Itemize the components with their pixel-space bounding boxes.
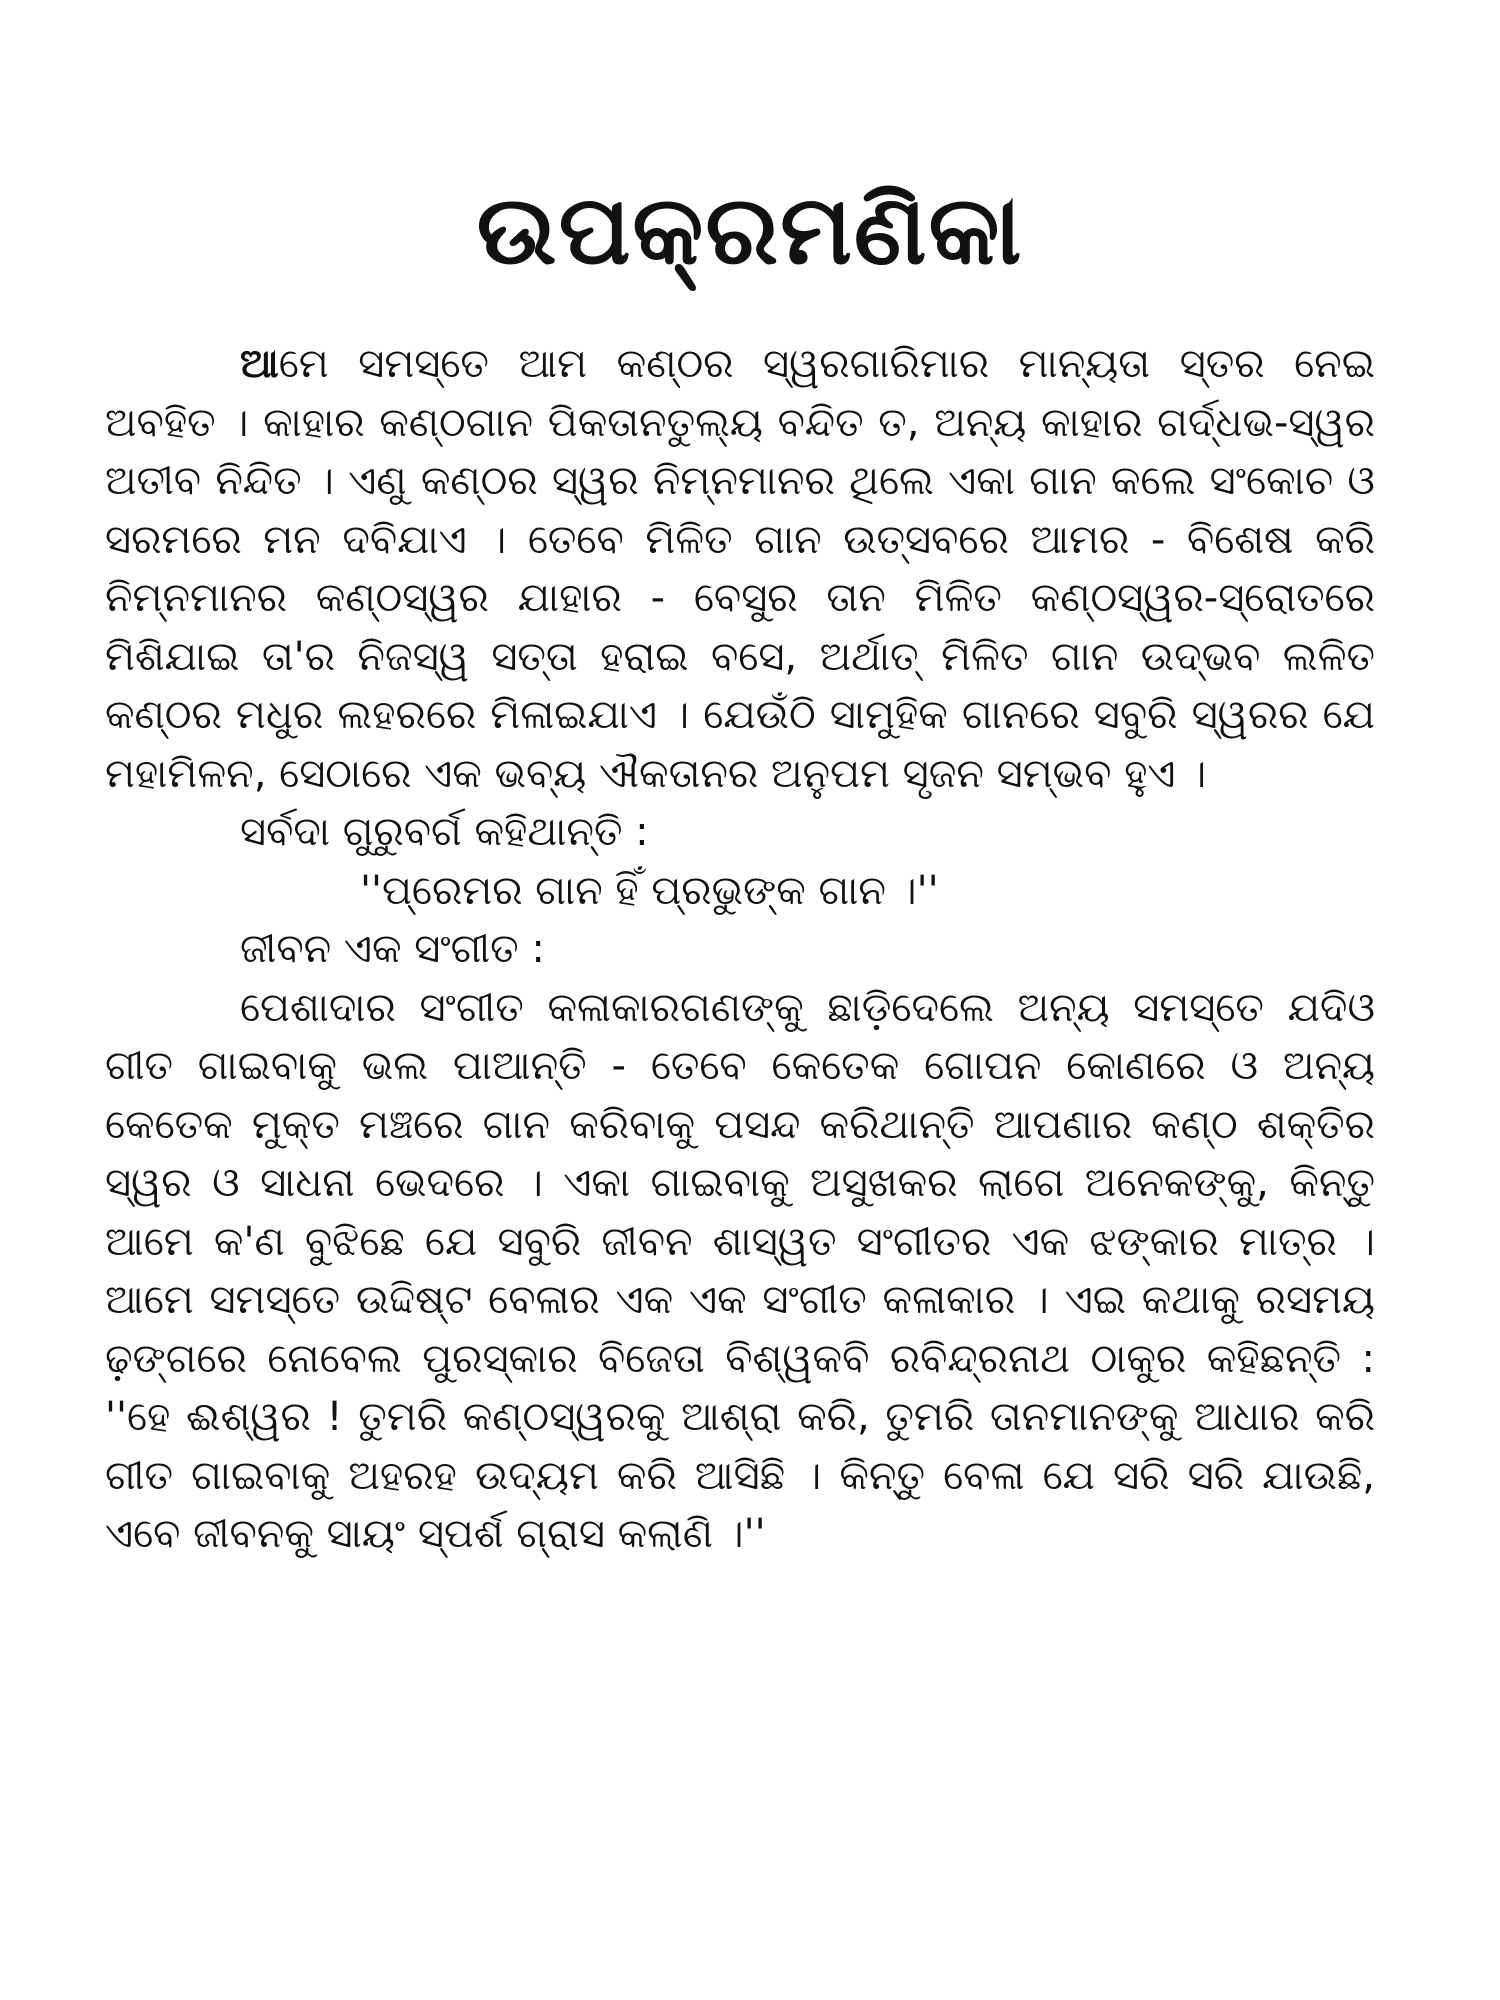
intro-lead-letter: ଆ <box>240 341 279 387</box>
body-text <box>105 335 1375 1564</box>
jeevan-line: ଜୀବନ ଏକ ସଂଗୀତ : <box>240 926 545 972</box>
quote-line: ''ପ୍ରେମର ଗାନ ହିଁ ପ୍ରଭୁଙ୍କ ଗାନ ।'' <box>360 867 939 914</box>
intro-paragraph-text: ମେ ସମସ୍ତେ ଆମ କଣ୍ଠର ସ୍ୱରଗାରିମାର ମାନ୍ୟତା ସ୍ତର ନେଇ ଅବହିତ । କାହାର କଣ୍ଠଗାନ ପିକତାନତୁଲ୍ୟ ବନ୍ଦିତ ତ, ଅନ୍ୟ କାହାର ଗର୍ଦ୍ଧଭ-ସ୍ୱର ଅତୀବ ନିନ୍ଦିତ । ଏଣୁ କଣ୍ଠର ସ୍ୱର ନିମ୍ନମାନର ଥିଲେ ଏକା ଗାନ କଲେ ସଂକୋଚ ଓ ସରମରେ ମନ ଦବିଯାଏ । ତେବେ ମିଳିତ ଗାନ ଉତ୍ସବରେ ଆମର - ବିଶେଷ କରି ନିମ୍ନମାନର କଣ୍ଠସ୍ୱର ଯାହାର - ବେସୁର ତାନ ମିଳିତ କଣ୍ଠସ୍ୱର-ସ୍ରୋତରେ ମିଶିଯାଇ ତା'ର ନିଜସ୍ୱ ସତ୍ତା ହରାଇ ବସେ, ଅର୍ଥାତ୍ ମିଳିତ ଗାନ ଉଦ୍ଭବ ଲଳିତ କଣ୍ଠର ମଧୁର ଲହରରେ ମିଳାଇଯାଏ । ଯେଉଁଠି ସାମୁହିକ ଗାନରେ ସବୁରି ସ୍ୱରର ଯେ ମହାମିଳନ, ସେଠାରେ ଏକ ଭବ୍ୟ ଐକତାନର ଅନୁପମ ସୃଜନ ସମ୍ଭବ ହୁଏ । <box>105 341 1375 797</box>
intro-paragraph <box>105 335 1375 803</box>
guru-line: ସର୍ବଦା ଗୁରୁବର୍ଗ କହିଥାନ୍ତି : <box>240 809 649 855</box>
page-title: ଉପକ୍ରମଣିକା <box>476 174 1024 286</box>
final-paragraph: ପେଶାଦାର ସଂଗୀତ କଳାକାରଗଣଙ୍କୁ ଛାଡ଼ିଦେଲେ ଅନ୍ୟ ସମସ୍ତେ ଯଦିଓ ଗୀତ ଗାଇବାକୁ ଭଲ ପାଆନ୍ତି - ତେବେ କେତେକ ଗୋପନ କୋଣରେ ଓ ଅନ୍ୟ କେତେକ ମୁକ୍ତ ମଞ୍ଚରେ ଗାନ କରିବାକୁ ପସନ୍ଦ କରିଥାନ୍ତି ଆପଣାର କଣ୍ଠ ଶକ୍ତିର ସ୍ୱର ଓ ସାଧନା ଭେଦରେ । ଏକା ଗାଇବାକୁ ଅସୁଖକର ଲାଗେ ଅନେକଙ୍କୁ, କିନ୍ତୁ ଆମେ କ'ଣ ବୁଝିଛେ ଯେ ସବୁରି ଜୀବନ ଶାସ୍ୱତ ସଂଗୀତର ଏକ ଝଙ୍କାର ମାତ୍ର । ଆମେ ସମସ୍ତେ ଉଦ୍ଦିଷ୍ଟ ବେଳାର ଏକ ଏକ ସଂଗୀତ କଳାକାର । ଏଇ କଥାକୁ ରସମୟ ଢ଼ଙ୍ଗରେ ନୋବେଲ ପୁରସ୍କାର ବିଜେତା ବିଶ୍ୱକବି ରବିନ୍ଦ୍ରନାଥ ଠାକୁର କହିଛନ୍ତି : ''ହେ ଈଶ୍ୱର ! ତୁମରି କଣ୍ଠସ୍ୱରକୁ ଆଶ୍ରା କରି, ତୁମରି ତାନମାନଙ୍କୁ ଆଧାର କରି ଗୀତ ଗାଇବାକୁ ଅହରହ ଉଦ୍ୟମ କରି ଆସିଛି । କିନ୍ତୁ ବେଳା ଯେ ସରି ସରି ଯାଉଛି, ଏବେ ଜୀବନକୁ ସାୟଂ ସ୍ପର୍ଶ ଗ୍ରାସ କଲାଣି ।'' <box>105 984 1375 1557</box>
